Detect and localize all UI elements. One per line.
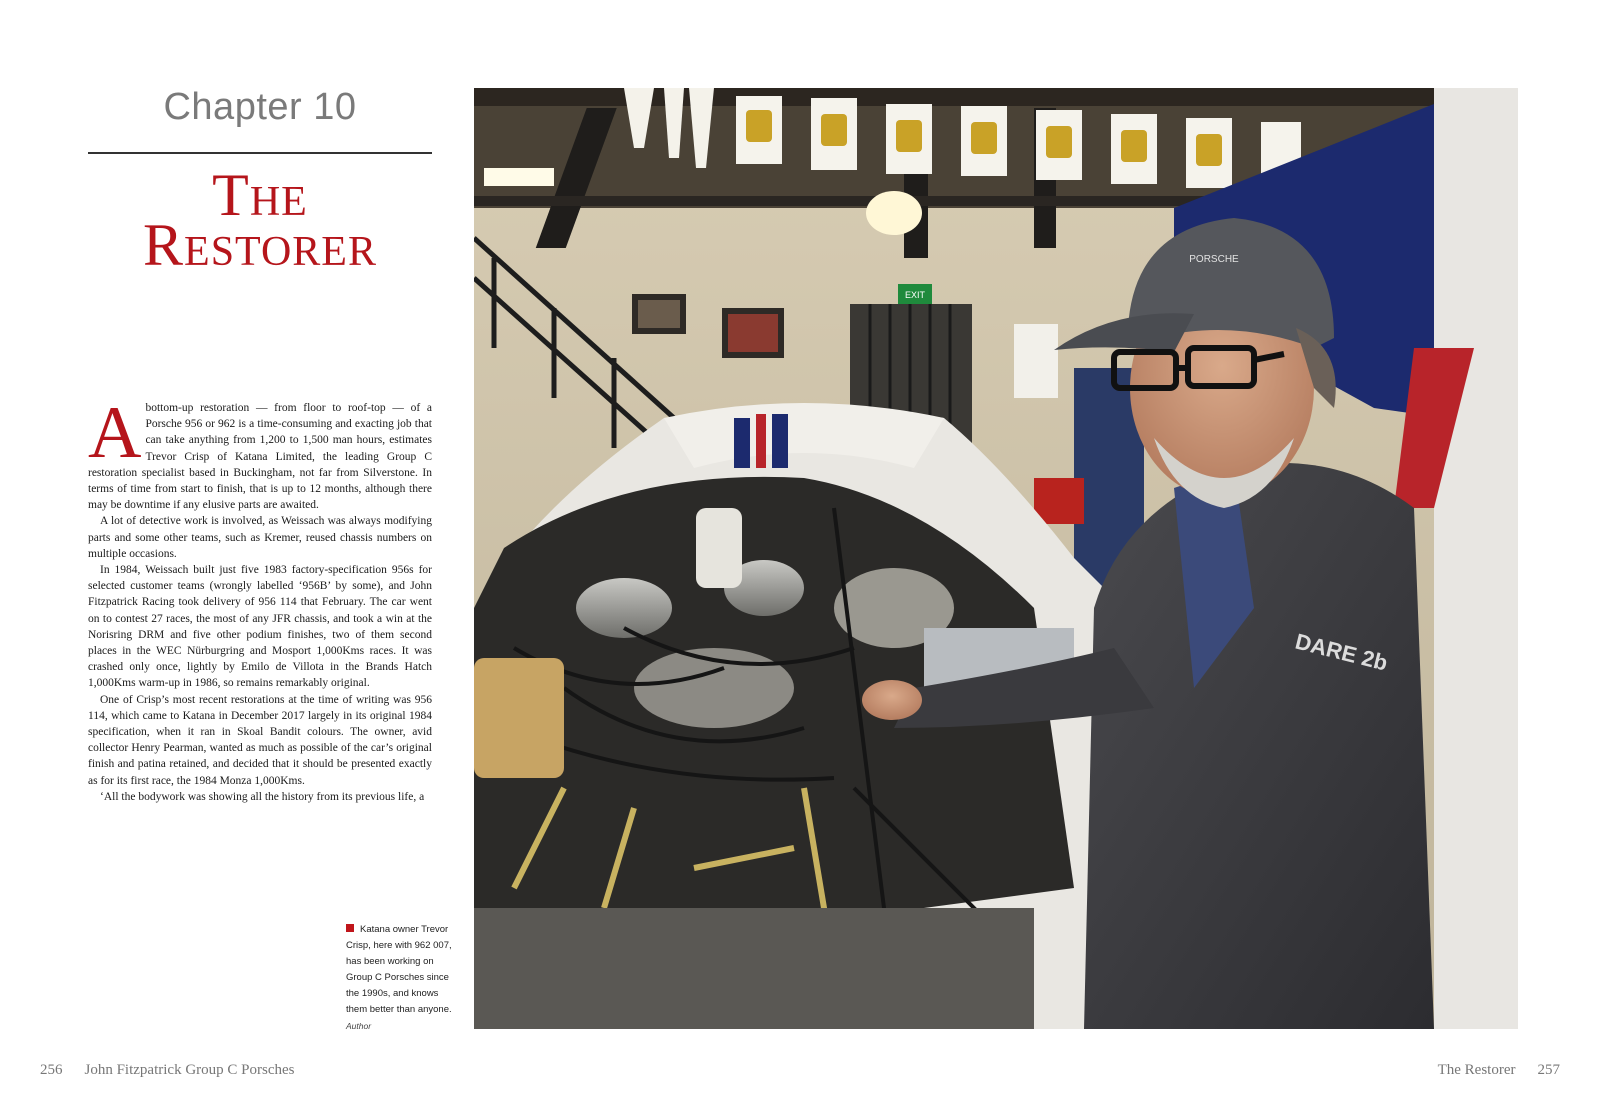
caption-text: Katana owner Trevor Crisp, here with 962 007, has been working on Group C Porsches since the 1990s, and knows them better than anyone. [346, 924, 452, 1015]
paragraph-4: One of Crisp’s most recent restorations at the time of writing was 956 114, which came to Katana in December 2017 largely in its original 1984 specification, when it ran in Skoal Bandit colours. The owner, avid collector Henry Pearman, wanted as much as possible of the car’s original finish and patina retained, and decided that it should be presented exactly as for its first race, the 1984 Monza 1,000Kms. [88, 693, 432, 787]
jacket-logo-text: DARE 2b [1292, 628, 1391, 676]
paragraph-1-text: bottom-up restoration — from floor to roof-top — of a Porsche 956 or 962 is a time-consuming and exacting job that can take anything from 1,200 to 1,500 man hours, estimates Trevor Crisp of Katana Limited, the leading Group C restoration specialist based in Buckingham, not far from Silverstone. In terms of time from start to finish, that is up to 12 months, although there may be downtime if any elusive parts are awaited. [88, 402, 432, 512]
right-page-number: 257 [1537, 1062, 1560, 1078]
paragraph-3: In 1984, Weissach built just five 1983 factory-specification 956s for selected customer teams (wrongly labelled ‘956B’ by some), and John Fitzpatrick Racing took delivery of 956 114 that February. The car went on to contest 27 races, the most of any JFR chassis, and took a win at the Norisring DRM and five other podium finishes, two of them second places in the WEC Nürburgring and Mosport 1,000Kms races. It was crashed only once, lightly by Emilo de Villota in the Brands Hatch 1,000Kms warm-up in 1986, so remains remarkably original. [88, 564, 432, 690]
body-text [88, 392, 432, 805]
chapter-title [88, 162, 432, 278]
title-line-1: The [212, 162, 308, 228]
footer-left [40, 1062, 294, 1079]
exit-sign-text: EXIT [904, 290, 926, 300]
caption-credit: Author [346, 1021, 372, 1031]
cap-logo-text: PORSCHE [1189, 254, 1239, 265]
book-title: John Fitzpatrick Group C Porsches [84, 1062, 295, 1078]
left-page-number: 256 [40, 1062, 63, 1078]
running-head-chapter: The Restorer [1437, 1062, 1516, 1078]
drop-cap: A [88, 392, 142, 474]
caption-marker-icon [346, 924, 354, 932]
workshop-photo [474, 88, 1518, 1029]
title-rule [88, 152, 432, 154]
paragraph-2: A lot of detective work is involved, as Weissach was always modifying parts and some other teams, such as Kremer, reused chassis numbers on multiple occasions. [88, 515, 432, 560]
footer-right [1438, 1062, 1560, 1079]
chapter-label: Chapter 10 [163, 86, 357, 128]
title-line-2: Restorer [143, 212, 377, 278]
paragraph-1 [88, 392, 432, 513]
photo-caption [346, 922, 458, 1034]
paragraph-5: ‘All the bodywork was showing all the history from its previous life, a [100, 790, 425, 803]
